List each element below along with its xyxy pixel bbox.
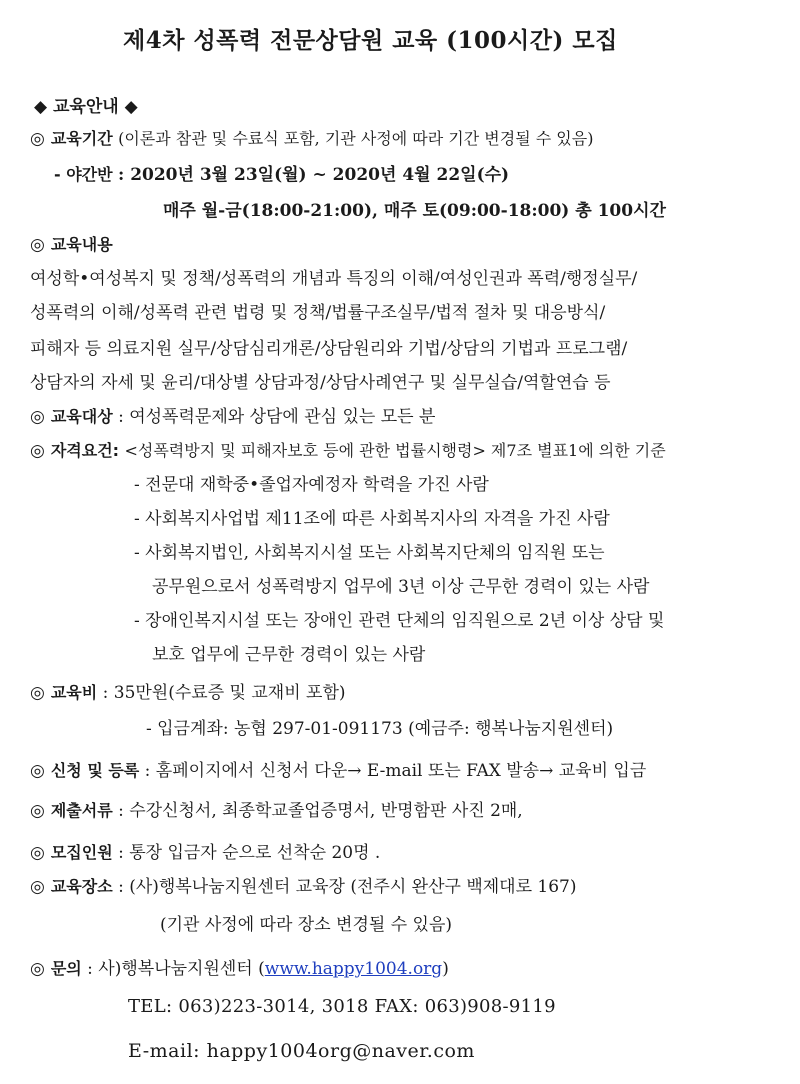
qualification-value: <성폭력방지 및 피해자보호 등에 관한 법률시행령> 제7조 별표1에 의한 기준	[124, 441, 666, 460]
bullet-mark: ◎	[30, 761, 45, 781]
website-link[interactable]: www.happy1004.org	[264, 959, 443, 979]
bullet-mark: ◎	[30, 683, 45, 703]
recruit-value: : 통장 입금자 순으로 선착순 20명 .	[118, 843, 381, 863]
bullet-mark: ◎	[30, 441, 45, 461]
place-row	[30, 876, 577, 898]
qualification-row	[30, 440, 666, 462]
content-line: 피해자 등 의료지원 실무/상담심리개론/상담원리와 기법/상담의 기법과 프로그램/	[30, 339, 628, 359]
fee-account: - 입금계좌: 농협 297-01-091173 (예금주: 행복나눔지원센터)	[146, 719, 614, 739]
place-value: : (사)행복나눔지원센터 교육장 (전주시 완산구 백제대로 167)	[118, 877, 577, 897]
content-line: 상담자의 자세 및 윤리/대상별 상담과정/상담사례연구 및 실무실습/역할연습 등	[30, 373, 611, 393]
docs-label: 제출서류	[50, 801, 113, 820]
content-line: 성폭력의 이해/성폭력 관련 법령 및 정책/법률구조실무/법적 절차 및 대응방식/	[30, 303, 606, 323]
apply-value: : 홈페이지에서 신청서 다운→ E-mail 또는 FAX 발송→ 교육비 입금	[144, 761, 647, 781]
contact-value: : 사)행복나눔지원센터 (	[87, 959, 265, 979]
content-row	[30, 234, 113, 256]
qualification-item: - 전문대 재학중•졸업자예정자 학력을 가진 사람	[134, 475, 489, 495]
bullet-mark: ◎	[30, 959, 45, 979]
bullet-mark: ◎	[30, 801, 45, 821]
target-value: : 여성폭력문제와 상담에 관심 있는 모든 분	[118, 407, 436, 427]
bullet-mark: ◎	[30, 843, 45, 863]
bullet-mark: ◎	[30, 877, 45, 897]
content-line: 여성학•여성복지 및 정책/성폭력의 개념과 특징의 이해/여성인권과 폭력/행정실무/	[30, 269, 638, 289]
email-line: E-mail: happy1004org@naver.com	[128, 1040, 475, 1062]
recruit-row	[30, 842, 380, 864]
night-class-dates: : 2020년 3월 23일(월) ~ 2020년 4월 22일(수)	[118, 165, 510, 185]
content-label: 교육내용	[50, 235, 113, 254]
tel-fax-line: TEL: 063)223-3014, 3018 FAX: 063)908-9119	[128, 996, 556, 1017]
recruit-label: 모집인원	[50, 843, 113, 862]
place-note: (기관 사정에 따라 장소 변경될 수 있음)	[160, 915, 453, 935]
fee-row	[30, 682, 346, 704]
page-title: 제4차 성폭력 전문상담원 교육 (100시간) 모집	[123, 27, 618, 54]
qualification-item: - 사회복지법인, 사회복지시설 또는 사회복지단체의 임직원 또는	[134, 543, 605, 563]
docs-value: : 수강신청서, 최종학교졸업증명서, 반명함판 사진 2매,	[118, 801, 523, 821]
guide-header: ◆ 교육안내 ◆	[34, 97, 138, 117]
fee-value: : 35만원(수료증 및 교재비 포함)	[102, 683, 346, 703]
docs-row	[30, 800, 523, 822]
period-row	[30, 128, 593, 150]
contact-row	[30, 958, 449, 980]
apply-label: 신청 및 등록	[50, 761, 140, 780]
qualification-item: - 사회복지사업법 제11조에 따른 사회복지사의 자격을 가진 사람	[134, 509, 610, 529]
night-class-row	[54, 164, 509, 186]
contact-label: 문의	[50, 959, 82, 978]
bullet-mark: ◎	[30, 407, 45, 427]
qualification-item: - 장애인복지시설 또는 장애인 관련 단체의 임직원으로 2년 이상 상담 및	[134, 611, 665, 631]
period-label: 교육기간	[50, 129, 113, 148]
bullet-mark: ◎	[30, 235, 45, 255]
fee-label: 교육비	[50, 683, 98, 702]
target-row	[30, 406, 435, 428]
qualification-item: 공무원으로서 성폭력방지 업무에 3년 이상 근무한 경력이 있는 사람	[152, 577, 650, 597]
qualification-label: 자격요건:	[50, 441, 120, 460]
contact-close: )	[442, 959, 449, 979]
bullet-mark: ◎	[30, 129, 45, 149]
qualification-item: 보호 업무에 근무한 경력이 있는 사람	[152, 645, 426, 665]
apply-row	[30, 760, 646, 782]
night-class-label: - 야간반	[54, 165, 113, 184]
place-label: 교육장소	[50, 877, 113, 896]
schedule-text: 매주 월-금(18:00-21:00), 매주 토(09:00-18:00) 총 100시간	[163, 201, 666, 221]
target-label: 교육대상	[50, 407, 113, 426]
period-note: (이론과 참관 및 수료식 포함, 기관 사정에 따라 기간 변경될 수 있음)	[118, 129, 594, 148]
